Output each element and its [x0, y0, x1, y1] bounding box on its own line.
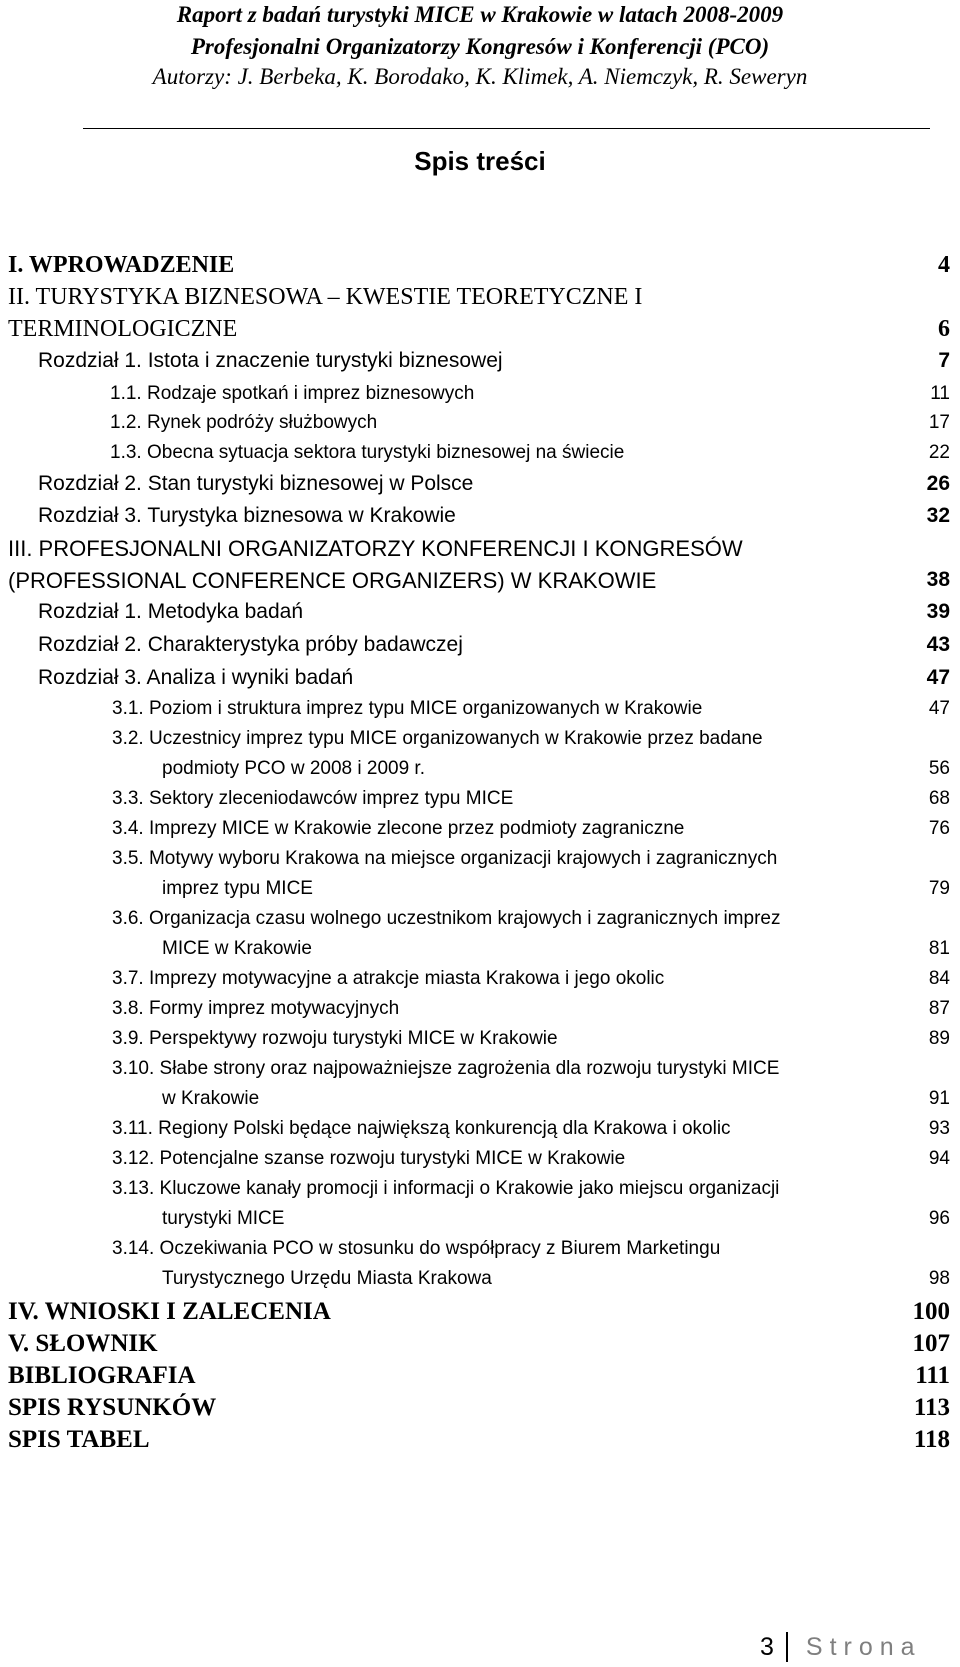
toc-entry-text[interactable]: SPIS TABEL — [8, 1426, 150, 1453]
report-subtitle: Profesjonalni Organizatorzy Kongresów i Konferencji (PCO) — [190, 34, 770, 59]
toc-entry-text[interactable]: 3.1. Poziom i struktura imprez typu MICE organizowanych w Krakowie — [112, 698, 703, 719]
toc-entry-text[interactable]: 3.8. Formy imprez motywacyjnych — [112, 998, 400, 1019]
toc-entry-text[interactable]: Rozdział 1. Metodyka badań — [38, 600, 303, 623]
toc-entry-page[interactable]: 89 — [928, 1028, 950, 1049]
toc-entry-text[interactable]: Turystycznego Urzędu Miasta Krakowa — [162, 1268, 492, 1289]
report-authors: Autorzy: J. Berbeka, K. Borodako, K. Klimek, A. Niemczyk, R. Seweryn — [152, 64, 808, 89]
toc-entry-text[interactable]: Rozdział 2. Stan turystyki biznesowej w Polsce — [38, 472, 474, 495]
toc-entry-text[interactable]: 1.1. Rodzaje spotkań i imprez biznesowych — [110, 383, 475, 404]
toc-entry-page[interactable]: 68 — [928, 788, 950, 809]
toc-entry-page[interactable]: 43 — [926, 633, 950, 656]
toc-entry-text[interactable]: 3.5. Motywy wyboru Krakowa na miejsce organizacji krajowych i zagranicznych — [112, 848, 778, 869]
toc-entry-text[interactable]: III. PROFESJONALNI ORGANIZATORZY KONFERENCJI I KONGRESÓW — [8, 536, 743, 561]
toc-entry-page[interactable]: 26 — [926, 472, 950, 495]
toc-entry-text[interactable]: V. SŁOWNIK — [8, 1330, 158, 1357]
toc-entry-text[interactable]: TERMINOLOGICZNE — [8, 316, 238, 342]
toc-entry-page[interactable]: 38 — [926, 568, 950, 591]
toc-entry-page[interactable]: 7 — [938, 349, 950, 372]
toc-entry-text[interactable]: 1.3. Obecna sytuacja sektora turystyki biznesowej na świecie — [110, 442, 625, 463]
page-footer — [760, 1632, 922, 1662]
toc-entry-text[interactable]: 3.11. Regiony Polski będące największą konkurencją dla Krakowa i okolic — [112, 1118, 731, 1139]
toc-entry-page[interactable]: 113 — [913, 1394, 950, 1421]
toc-entry-page[interactable]: 100 — [912, 1298, 950, 1325]
toc-entry-text[interactable]: II. TURYSTYKA BIZNESOWA – KWESTIE TEORETYCZNE I — [8, 284, 643, 310]
toc-entry-page[interactable]: 6 — [938, 316, 950, 342]
toc-entry-text[interactable]: BIBLIOGRAFIA — [8, 1362, 196, 1389]
toc-entry-text[interactable]: Rozdział 3. Turystyka biznesowa w Krakowie — [38, 504, 456, 527]
toc-entry-text[interactable]: Rozdział 3. Analiza i wyniki badań — [38, 666, 354, 689]
page-label: Strona — [805, 1633, 922, 1661]
toc-entry-text[interactable]: IV. WNIOSKI I ZALECENIA — [8, 1298, 331, 1325]
toc-entry-page[interactable]: 91 — [928, 1088, 950, 1109]
toc-entry-text[interactable]: 3.14. Oczekiwania PCO w stosunku do współpracy z Biurem Marketingu — [112, 1238, 721, 1259]
toc-entry-text[interactable]: 3.12. Potencjalne szanse rozwoju turystyki MICE w Krakowie — [112, 1148, 626, 1169]
toc-entry-page[interactable]: 81 — [928, 938, 950, 959]
toc-entry-text[interactable]: 3.6. Organizacja czasu wolnego uczestnikom krajowych i zagranicznych imprez — [112, 908, 781, 929]
footer-divider — [786, 1632, 788, 1662]
toc-entry-page[interactable]: 39 — [926, 600, 950, 623]
toc-entry-text[interactable]: 3.10. Słabe strony oraz najpoważniejsze zagrożenia dla rozwoju turystyki MICE — [112, 1058, 780, 1079]
toc-entry-page[interactable]: 87 — [928, 998, 950, 1019]
toc-entry-page[interactable]: 111 — [915, 1362, 950, 1389]
toc-entry-page[interactable]: 98 — [928, 1268, 950, 1289]
toc-entry-page[interactable]: 47 — [928, 698, 950, 719]
toc-entry-page[interactable]: 11 — [930, 383, 950, 404]
toc-entry-text[interactable]: 3.7. Imprezy motywacyjne a atrakcje miasta Krakowa i jego okolic — [112, 968, 665, 989]
toc-entry-text[interactable]: 1.2. Rynek podróży służbowych — [110, 412, 378, 433]
toc-entry-text[interactable]: SPIS RYSUNKÓW — [8, 1394, 217, 1421]
toc-entry-text[interactable]: 3.2. Uczestnicy imprez typu MICE organizowanych w Krakowie przez badane — [112, 728, 763, 749]
toc-entry-page[interactable]: 76 — [928, 818, 950, 839]
toc-title: Spis treści — [414, 146, 546, 176]
toc-entry-text[interactable]: imprez typu MICE — [162, 878, 313, 899]
toc-entry-page[interactable]: 84 — [928, 968, 950, 989]
toc-entry-page[interactable]: 22 — [928, 442, 950, 463]
toc-entry-text[interactable]: Rozdział 2. Charakterystyka próby badawczej — [38, 633, 463, 656]
toc-entry-page[interactable]: 4 — [938, 252, 950, 278]
toc-entry-page[interactable]: 107 — [912, 1330, 950, 1357]
toc-entry-page[interactable]: 93 — [928, 1118, 950, 1139]
toc-entry-text[interactable]: 3.3. Sektory zleceniodawców imprez typu MICE — [112, 788, 514, 809]
toc-entry-page[interactable]: 56 — [928, 758, 950, 779]
toc-entry-page[interactable]: 118 — [913, 1426, 950, 1453]
toc-entry-page[interactable]: 17 — [928, 412, 950, 433]
report-title: Raport z badań turystyki MICE w Krakowie w latach 2008-2009 — [176, 2, 784, 27]
header-divider — [83, 128, 930, 129]
toc-entry-text[interactable]: MICE w Krakowie — [162, 938, 312, 959]
toc-entry-text[interactable]: turystyki MICE — [162, 1208, 285, 1229]
page-number: 3 — [760, 1633, 774, 1661]
toc-entry-text[interactable]: 3.13. Kluczowe kanały promocji i informacji o Krakowie jako miejscu organizacji — [112, 1178, 780, 1199]
toc-entry-text[interactable]: I. WPROWADZENIE — [8, 252, 235, 278]
toc-entry-text[interactable]: podmioty PCO w 2008 i 2009 r. — [162, 758, 425, 779]
toc-entry-page[interactable]: 94 — [928, 1148, 950, 1169]
toc-entry-text[interactable]: w Krakowie — [162, 1088, 260, 1109]
toc-entry-page[interactable]: 96 — [928, 1208, 950, 1229]
toc-entry-text[interactable]: 3.9. Perspektywy rozwoju turystyki MICE w Krakowie — [112, 1028, 558, 1049]
toc-entry-text[interactable]: 3.4. Imprezy MICE w Krakowie zlecone przez podmioty zagraniczne — [112, 818, 685, 839]
toc-entry-text[interactable]: (PROFESSIONAL CONFERENCE ORGANIZERS) W KRAKOWIE — [8, 568, 657, 593]
toc-entry-text[interactable]: Rozdział 1. Istota i znaczenie turystyki biznesowej — [38, 349, 503, 372]
toc-entry-page[interactable]: 32 — [926, 504, 950, 527]
toc-entry-page[interactable]: 47 — [926, 666, 950, 689]
toc-entry-page[interactable]: 79 — [928, 878, 950, 899]
